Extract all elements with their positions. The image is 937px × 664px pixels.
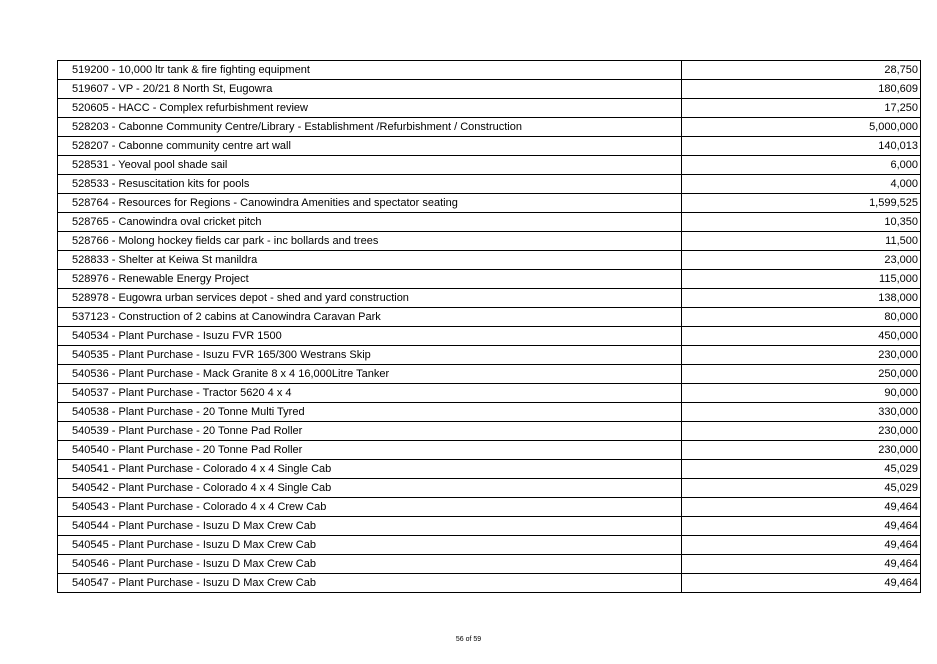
table-row (58, 498, 921, 517)
project-amount: 49,464 (682, 498, 921, 517)
table-row (58, 536, 921, 555)
project-description: 540539 - Plant Purchase - 20 Tonne Pad Roller (58, 422, 682, 441)
project-amount: 115,000 (682, 270, 921, 289)
project-amount: 23,000 (682, 251, 921, 270)
table-row (58, 422, 921, 441)
project-amount: 49,464 (682, 536, 921, 555)
table-row (58, 479, 921, 498)
project-amount: 450,000 (682, 327, 921, 346)
project-amount: 49,464 (682, 517, 921, 536)
table-row (58, 308, 921, 327)
project-description: 528765 - Canowindra oval cricket pitch (58, 213, 682, 232)
capital-works-table (57, 60, 921, 593)
project-description: 540541 - Plant Purchase - Colorado 4 x 4 Single Cab (58, 460, 682, 479)
project-description: 540546 - Plant Purchase - Isuzu D Max Crew Cab (58, 555, 682, 574)
project-amount: 6,000 (682, 156, 921, 175)
project-amount: 4,000 (682, 175, 921, 194)
project-amount: 11,500 (682, 232, 921, 251)
table-row (58, 460, 921, 479)
project-amount: 230,000 (682, 422, 921, 441)
table-row (58, 194, 921, 213)
project-description: 528978 - Eugowra urban services depot - shed and yard construction (58, 289, 682, 308)
project-description: 519607 - VP - 20/21 8 North St, Eugowra (58, 80, 682, 99)
table-row (58, 517, 921, 536)
project-amount: 330,000 (682, 403, 921, 422)
project-description: 540538 - Plant Purchase - 20 Tonne Multi Tyred (58, 403, 682, 422)
project-description: 540537 - Plant Purchase - Tractor 5620 4 x 4 (58, 384, 682, 403)
project-amount: 230,000 (682, 346, 921, 365)
project-description: 528833 - Shelter at Keiwa St manildra (58, 251, 682, 270)
page-number: 56 of 59 (455, 636, 482, 643)
project-description: 540536 - Plant Purchase - Mack Granite 8 x 4 16,000Litre Tanker (58, 365, 682, 384)
table-row (58, 156, 921, 175)
project-amount: 180,609 (682, 80, 921, 99)
project-amount: 10,350 (682, 213, 921, 232)
project-description: 528766 - Molong hockey fields car park - inc bollards and trees (58, 232, 682, 251)
table-row (58, 289, 921, 308)
table-row (58, 441, 921, 460)
project-description: 528203 - Cabonne Community Centre/Library - Establishment /Refurbishment / Construction (58, 118, 682, 137)
project-description: 540543 - Plant Purchase - Colorado 4 x 4 Crew Cab (58, 498, 682, 517)
table-row (58, 403, 921, 422)
project-description: 528764 - Resources for Regions - Canowindra Amenities and spectator seating (58, 194, 682, 213)
project-amount: 28,750 (682, 61, 921, 80)
project-amount: 250,000 (682, 365, 921, 384)
project-description: 540547 - Plant Purchase - Isuzu D Max Crew Cab (58, 574, 682, 593)
project-description: 540544 - Plant Purchase - Isuzu D Max Crew Cab (58, 517, 682, 536)
project-description: 540535 - Plant Purchase - Isuzu FVR 165/300 Westrans Skip (58, 346, 682, 365)
table-row (58, 80, 921, 99)
project-description: 528976 - Renewable Energy Project (58, 270, 682, 289)
table-row (58, 270, 921, 289)
table-row (58, 327, 921, 346)
project-description: 528207 - Cabonne community centre art wall (58, 137, 682, 156)
table-row (58, 384, 921, 403)
project-description: 519200 - 10,000 ltr tank & fire fighting equipment (58, 61, 682, 80)
table-row (58, 118, 921, 137)
table-row (58, 555, 921, 574)
table-row (58, 175, 921, 194)
project-amount: 17,250 (682, 99, 921, 118)
table-row (58, 61, 921, 80)
table-row (58, 365, 921, 384)
project-description: 540534 - Plant Purchase - Isuzu FVR 1500 (58, 327, 682, 346)
project-description: 540545 - Plant Purchase - Isuzu D Max Crew Cab (58, 536, 682, 555)
project-amount: 49,464 (682, 555, 921, 574)
project-amount: 1,599,525 (682, 194, 921, 213)
project-amount: 90,000 (682, 384, 921, 403)
project-amount: 138,000 (682, 289, 921, 308)
project-amount: 140,013 (682, 137, 921, 156)
project-description: 528533 - Resuscitation kits for pools (58, 175, 682, 194)
table-body (58, 61, 921, 593)
project-amount: 5,000,000 (682, 118, 921, 137)
table-row (58, 251, 921, 270)
table-row (58, 213, 921, 232)
project-description: 540542 - Plant Purchase - Colorado 4 x 4 Single Cab (58, 479, 682, 498)
project-amount: 45,029 (682, 479, 921, 498)
project-description: 540540 - Plant Purchase - 20 Tonne Pad Roller (58, 441, 682, 460)
project-amount: 230,000 (682, 441, 921, 460)
project-amount: 49,464 (682, 574, 921, 593)
project-description: 537123 - Construction of 2 cabins at Canowindra Caravan Park (58, 308, 682, 327)
project-description: 528531 - Yeoval pool shade sail (58, 156, 682, 175)
project-amount: 80,000 (682, 308, 921, 327)
table-row (58, 574, 921, 593)
table-row (58, 346, 921, 365)
table-row (58, 137, 921, 156)
table-row (58, 99, 921, 118)
project-description: 520605 - HACC - Complex refurbishment review (58, 99, 682, 118)
table-row (58, 232, 921, 251)
project-amount: 45,029 (682, 460, 921, 479)
